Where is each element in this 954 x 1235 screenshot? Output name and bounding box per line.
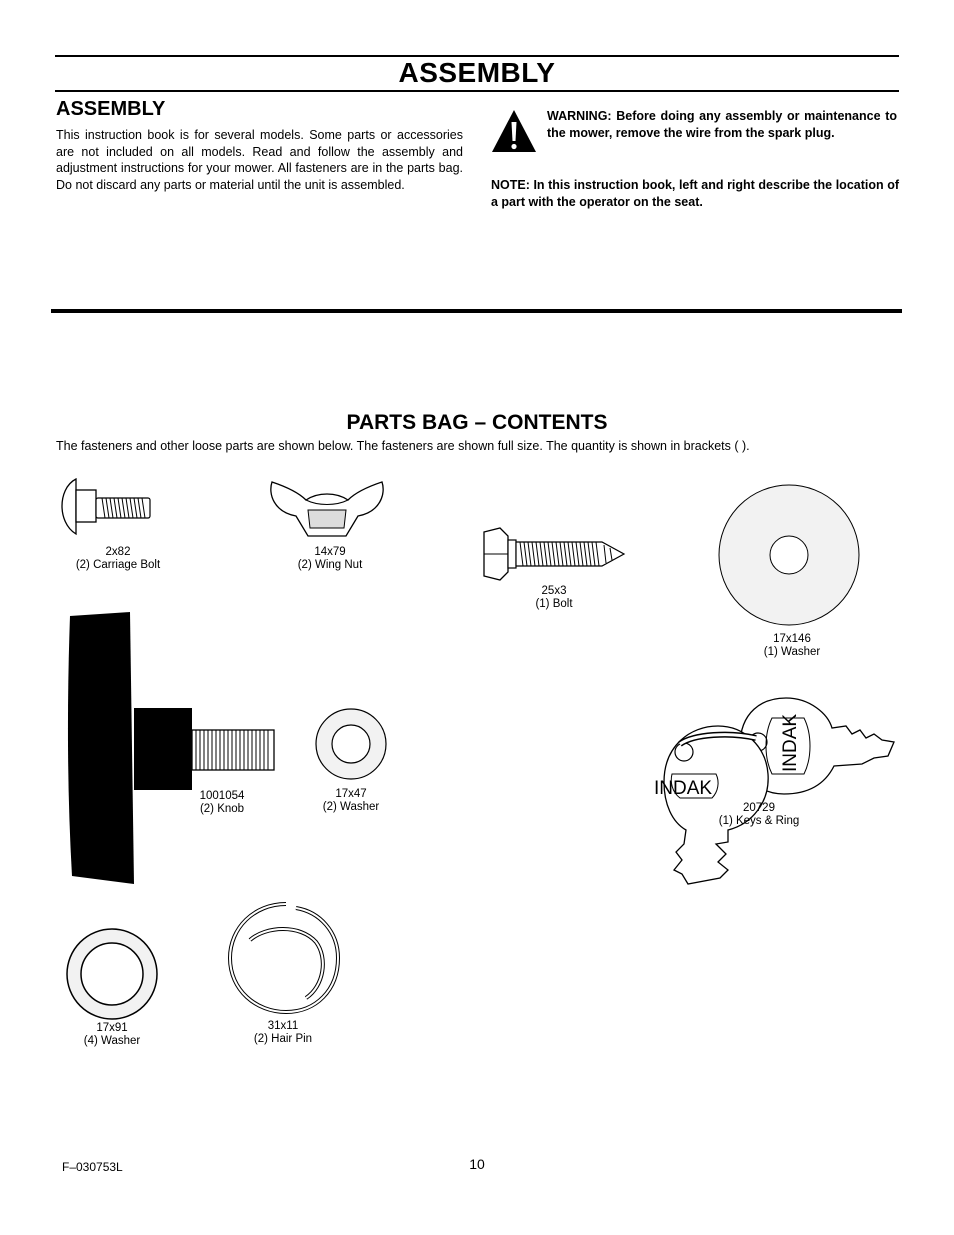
page-number: 10 bbox=[469, 1156, 485, 1172]
key-brand-text: INDAK bbox=[780, 713, 801, 772]
carriage-bolt-drawing bbox=[60, 476, 156, 542]
title-underline bbox=[55, 90, 899, 92]
part-label: (2) Washer bbox=[322, 800, 380, 813]
part-label: (1) Washer bbox=[763, 645, 821, 658]
bolt-drawing bbox=[478, 526, 630, 582]
caption-bolt bbox=[492, 585, 616, 610]
note-text: NOTE: In this instruction book, left and right describe the location of a part with the operator on the seat. bbox=[491, 178, 899, 209]
part-number: 17x47 bbox=[335, 788, 367, 800]
page-title: ASSEMBLY bbox=[398, 57, 556, 88]
part-number: 14x79 bbox=[314, 546, 346, 558]
assembly-intro: This instruction book is for several models. Some parts or accessories are not included on all models. Read and follow the assembly and adjustment instructions for your mower. All fasteners are in the parts bag. Do not discard any parts or material until the unit is assembled. bbox=[56, 128, 463, 192]
part-number: 25x3 bbox=[541, 585, 567, 597]
knob-drawing bbox=[64, 610, 280, 890]
parts-bag-heading: PARTS BAG – CONTENTS bbox=[346, 411, 608, 434]
caption-wing-nut bbox=[268, 546, 392, 571]
part-label: (4) Washer bbox=[83, 1034, 141, 1047]
caption-washer-91 bbox=[50, 1022, 174, 1047]
part-number: 20729 bbox=[743, 802, 775, 814]
section-divider bbox=[51, 309, 902, 313]
hair-pin-drawing bbox=[224, 898, 344, 1018]
part-number: 2x82 bbox=[105, 546, 131, 558]
part-label: (2) Hair Pin bbox=[253, 1032, 313, 1045]
caption-large-washer bbox=[730, 633, 854, 658]
key-brand-text-front: INDAK bbox=[654, 778, 713, 799]
caption-carriage-bolt bbox=[56, 546, 180, 571]
washer-47-drawing bbox=[314, 707, 388, 781]
washer-91-drawing bbox=[64, 926, 160, 1022]
part-number: 31x11 bbox=[267, 1020, 299, 1032]
part-number: 1001054 bbox=[199, 790, 245, 802]
assembly-heading: ASSEMBLY bbox=[56, 98, 166, 120]
part-label: (2) Carriage Bolt bbox=[75, 558, 161, 571]
caption-knob bbox=[184, 790, 260, 815]
part-number: 17x146 bbox=[773, 633, 811, 645]
wing-nut-drawing bbox=[266, 478, 388, 540]
keys-and-ring-drawing bbox=[654, 694, 900, 890]
part-label: (2) Knob bbox=[199, 802, 245, 815]
caption-washer-47 bbox=[289, 788, 413, 813]
caption-keys bbox=[704, 802, 814, 827]
warning-text: WARNING: Before doing any assembly or maintenance to the mower, remove the wire from the spark plug. bbox=[547, 109, 897, 140]
parts-bag-intro: The fasteners and other loose parts are shown below. The fasteners are shown full size. The quantity is shown in brackets ( ). bbox=[56, 439, 750, 453]
caption-hair-pin bbox=[221, 1020, 345, 1045]
part-label: (1) Bolt bbox=[535, 597, 573, 610]
part-number: 17x91 bbox=[96, 1022, 128, 1034]
part-label: (2) Wing Nut bbox=[297, 558, 363, 571]
large-washer-drawing bbox=[716, 482, 862, 628]
document-code: F–030753L bbox=[62, 1160, 123, 1174]
part-label: (1) Keys & Ring bbox=[718, 814, 800, 827]
warning-triangle-icon bbox=[490, 108, 538, 154]
